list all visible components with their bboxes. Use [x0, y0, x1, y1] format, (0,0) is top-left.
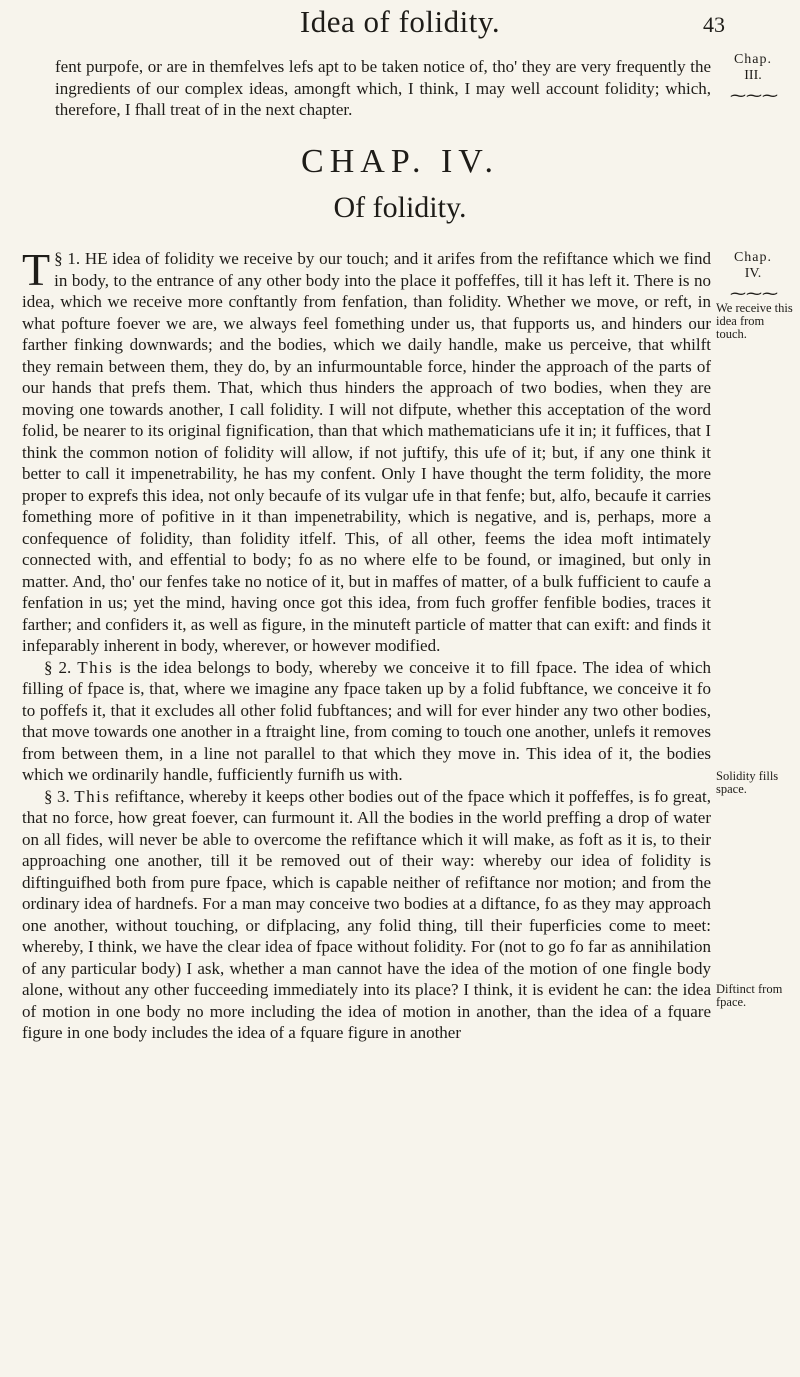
chapter-heading: CHAP. IV. [301, 143, 499, 180]
margin-note-touch: We receive this idea from touch. [716, 301, 793, 341]
margin-note-space: Solidity fills space. [716, 769, 779, 796]
page-number: 43 [703, 12, 725, 37]
margin-ornament: ⁓⁓⁓ [730, 88, 778, 105]
section-3: § 3. This refiftance, whereby it keeps other bodies out of the fpace which it poffeffes, is fo great, that no force, how great foever, can furmount it. All the bodies in the world preffing a drop of water on all fides, will never be able to overcome the refiftance which it will make, as foft as it is, to their approaching one another, till it be removed out of their way: whereby our idea of folidity is diftinguifhed both from pure fpace, which is capable neither of refiftance nor motion; and from the ordinary idea of hardnefs. For a man may conceive two bodies at a diftance, fo as they may approach one another, without touching, or difplacing, any folid thing, till their fuperficies come to meet: whereby, I think, we have the clear idea of fpace without folidity. For (not to go fo far as annihilation of any particular body) I ask, whether a man cannot have the idea of the motion of one fingle body alone, without any other fucceeding immediately into its place? I think, it is evident he can: the idea of motion in one body no more including the idea of motion in another, than the idea of a fquare figure in one body includes the idea of a fquare figure in another [22, 786, 711, 1042]
drop-cap: T [22, 244, 51, 295]
section-mark: § 3. [44, 786, 70, 806]
intro-paragraph: fent purpofe, or are in themfelves lefs apt to be taken notice of, tho' they are very frequently the ingredients of our complex ideas, amongft which, I think, I may well account folidity; which, therefore, I fhall treat of in the next chapter. [55, 57, 711, 119]
section-mark: § 1. [54, 249, 81, 268]
running-title: Idea of folidity. [299, 4, 501, 39]
section-1: § 1. T HE idea of folidity we receive by our touch; and it arifes from the refiftance which we find in body, to the entrance of any other body into the place it poffeffes, till it has left it. There is no idea, which we receive more conftantly from fenfation, than folidity. Whether we move, or reft, in what pofture foever we are, we always feel fomething under us, that fupports us, and hinders our farther finking downwards; and the bodies, which we daily handle, make us perceive, that whilft they remain between them, they do, by an infurmountable force, hinder the approach of the parts of our hands that prefs them. That, which thus hinders the approach of two bodies, when they are moving one towards another, I call folidity. I will not difpute, whether this acceptation of the word folid, be nearer to its original fignification, than that which mathematicians ufe it in; it fuffices, that I think the common notion of folidity will allow, if not juftify, this ufe of it; but, if any one think it better to call it impenetrability, he has my confent. Only I have thought the term folidity, the more proper to exprefs this idea, not only becaufe of its vulgar ufe in that fenfe; but, alfo, becaufe it carries fomething more of pofitive in it than impenetrability, which is negative, and is, perhaps, more a confequence of folidity, than folidity itfelf. This, of all other, feems the idea moft intimately connected with, and effential to body; fo as no where elfe to be found, or imagined, but only in matter. And, tho' our fenfes take no notice of it, but in maffes of matter, of a bulk fufficient to caufe a fenfation in us; yet the mind, having once got this idea, from fuch groffer fenfible bodies, traces it farther; and confiders it, as well as figure, in the minuteft particle of matter that can exift: and finds it infeparably inherent in body, wherever, or however modified. [22, 244, 712, 655]
margin-chapter-label-iv: Chap. IV. [733, 250, 773, 281]
margin-note-distinct: Diftinct from fpace. [716, 982, 783, 1009]
chapter-title: Of folidity. [333, 191, 467, 224]
section-mark: § 2. [44, 657, 72, 677]
section-text [22, 244, 712, 1044]
margin-ornament: ⁓⁓⁓ [730, 286, 778, 303]
section-2: § 2. This is the idea belongs to body, whereby we conceive it to fill fpace. The idea of which filling of fpace is, that, where we imagine any fpace taken up by a folid fubftance, we conceive it fo to poffefs it, that it excludes all other folid fubftances; and will for ever hinder any two other bodies, that move towards one another in a ftraight line, from coming to touch one another, unlefs it removes from between them, in a line not parallel to that which they move in. This idea of it, the bodies which we ordinarily handle, fufficiently furnifh us with. [22, 657, 711, 784]
margin-chapter-label: Chap. III. [733, 52, 773, 83]
